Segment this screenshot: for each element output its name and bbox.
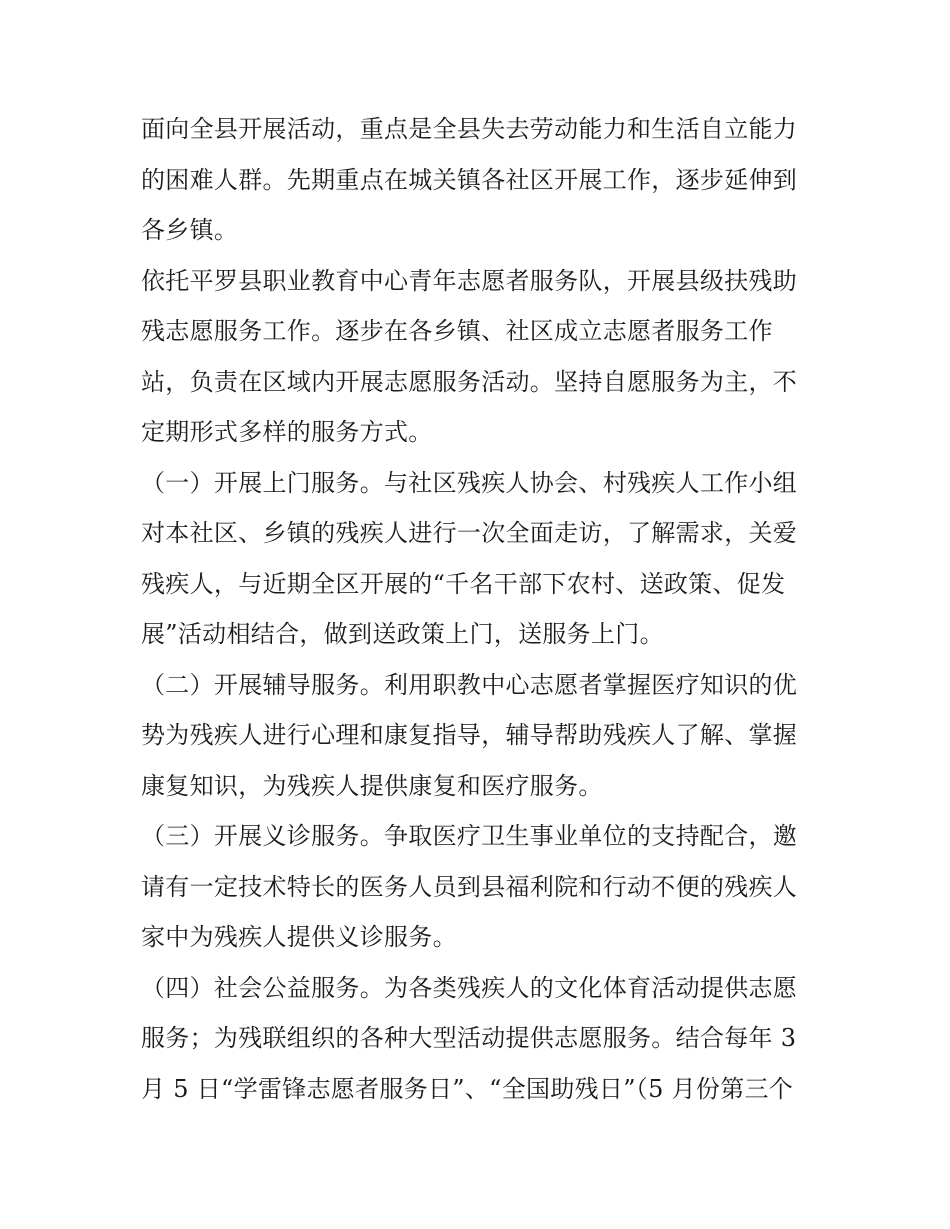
text-line: 的困难人群。先期重点在城关镇各社区开展工作，逐步延伸到 xyxy=(141,165,798,194)
text-line: 各乡镇。 xyxy=(141,216,239,244)
text-line: 面向全县开展活动，重点是全县失去劳动能力和生活自立能力 xyxy=(141,115,798,143)
text-line: 残疾人，与近期全区开展的“千名干部下农村、送政策、促发 xyxy=(141,569,786,598)
text-line: 对本社区、乡镇的残疾人进行一次全面走访，了解需求，关爱 xyxy=(141,519,798,547)
text-line: 展”活动相结合，做到送政策上门，送服务上门。 xyxy=(141,620,664,648)
text-line: （二）开展辅导服务。利用职教中心志愿者掌握医疗知识的优 xyxy=(141,670,798,699)
paragraph-public-welfare-service xyxy=(141,963,813,1115)
text-line: 势为残疾人进行心理和康复指导，辅导帮助残疾人了解、掌握 xyxy=(141,721,798,749)
text-line: 家中为残疾人提供义诊服务。 xyxy=(141,923,457,951)
text-line: （三）开展义诊服务。争取医疗卫生事业单位的支持配合，邀 xyxy=(141,822,798,850)
text-line: 康复知识，为残疾人提供康复和医疗服务。 xyxy=(141,771,603,800)
text-line: 月 5 日“学雷锋志愿者服务日”、“全国助残日”（5 月份第三个 xyxy=(141,1074,794,1103)
text-line: （四）社会公益服务。为各类残疾人的文化体育活动提供志愿 xyxy=(141,973,798,1002)
text-line: 残志愿服务工作。逐步在各乡镇、社区成立志愿者服务工作 xyxy=(141,317,773,345)
text-line: （一）开展上门服务。与社区残疾人协会、村残疾人工作小组 xyxy=(141,468,798,497)
text-line: 服务；为残联组织的各种大型活动提供志愿服务。结合每年 3 xyxy=(141,1024,797,1052)
paragraph-home-visit-service xyxy=(141,458,813,660)
paragraph-free-clinic-service xyxy=(141,811,813,963)
paragraph-counseling-service xyxy=(141,660,813,812)
paragraph-target-groups xyxy=(141,104,813,256)
text-line: 定期形式多样的服务方式。 xyxy=(141,418,433,446)
text-line: 请有一定技术特长的医务人员到县福利院和行动不便的残疾人 xyxy=(141,872,798,901)
text-line: 站，负责在区域内开展志愿服务活动。坚持自愿服务为主，不 xyxy=(141,367,798,396)
document-body xyxy=(141,104,813,1114)
text-line: 依托平罗县职业教育中心青年志愿者服务队，开展县级扶残助 xyxy=(141,266,798,295)
paragraph-volunteer-team xyxy=(141,256,813,458)
